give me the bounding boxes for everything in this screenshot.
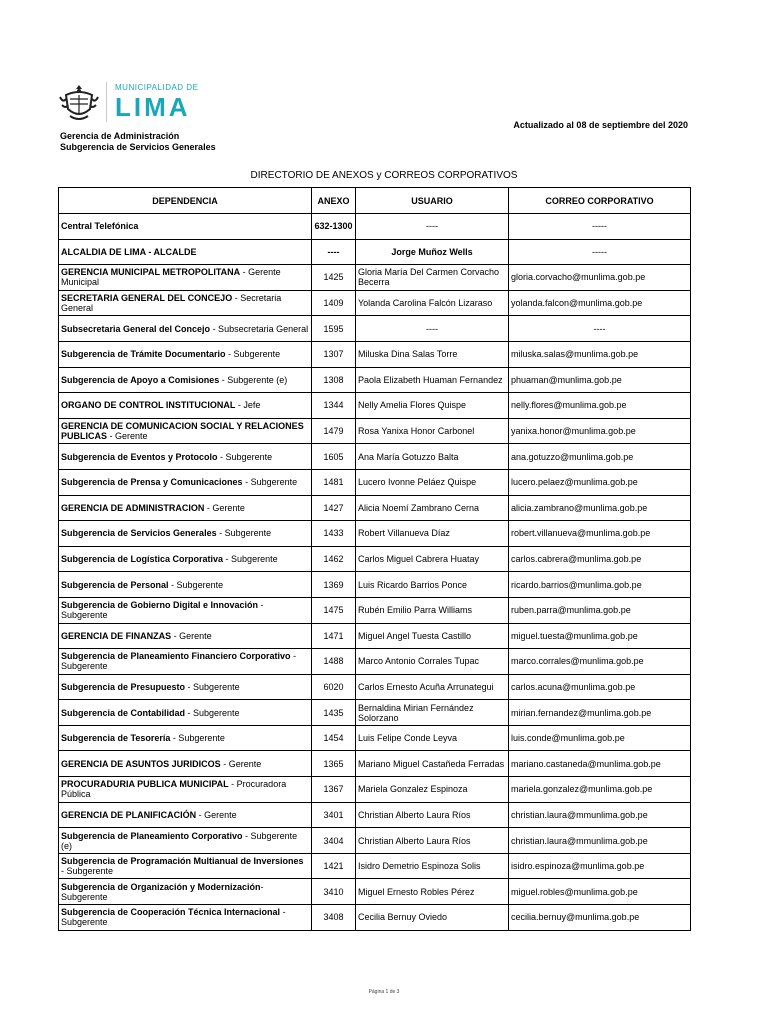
dependencia-name: Subgerencia de Trámite Documentario (61, 349, 226, 360)
anexo-cell: 1595 (312, 316, 356, 342)
anexo-cell: 3401 (312, 802, 356, 828)
dependencia-name: Subgerencia de Contabilidad (61, 707, 186, 718)
table-row (59, 674, 691, 700)
dependencia-role: - Gerente (204, 502, 245, 513)
usuario-cell: Bernaldina Mirian Fernández Solorzano (356, 700, 509, 726)
dependencia-cell (59, 546, 312, 572)
dependencia-cell (59, 725, 312, 751)
header-correo: CORREO CORPORATIVO (509, 188, 691, 214)
anexo-cell: 1344 (312, 393, 356, 419)
dependencia-name: Subgerencia de Planeamiento Financiero Corporativo (61, 651, 291, 662)
dependencia-cell (59, 828, 312, 854)
dependencia-role: - Subgerente (223, 554, 278, 565)
dependencia-cell (59, 521, 312, 547)
dependencia-cell (59, 469, 312, 495)
correo-cell[interactable]: cecilia.bernuy@munlima.gob.pe (509, 905, 691, 931)
dependencia-role: - Subgerente (e) (219, 374, 288, 385)
correo-cell[interactable]: luis.conde@munlima.gob.pe (509, 725, 691, 751)
dependencia-cell (59, 802, 312, 828)
correo-cell[interactable]: christian.laura@mmunlima.gob.pe (509, 802, 691, 828)
dependencia-role: - Subgerente (61, 881, 264, 902)
correo-cell[interactable]: marco.corrales@munlima.gob.pe (509, 649, 691, 675)
dependencia-role: - Subgerente (61, 651, 297, 672)
anexo-cell: 1308 (312, 367, 356, 393)
table-row (59, 879, 691, 905)
table-row (59, 777, 691, 803)
dependencia-name: ALCALDIA DE LIMA - ALCALDE (61, 246, 197, 257)
usuario-cell: Christian Alberto Laura Ríos (356, 802, 509, 828)
table-row (59, 597, 691, 623)
table-row (59, 700, 691, 726)
usuario-cell: Yolanda Carolina Falcón Lizaraso (356, 290, 509, 316)
dependencia-role: - Procuradora Pública (61, 779, 287, 800)
table-row (59, 905, 691, 931)
anexo-cell: 3410 (312, 879, 356, 905)
dependencia-name: Subgerencia de Gobierno Digital e Innovación (61, 600, 259, 611)
table-row (59, 546, 691, 572)
table-row (59, 853, 691, 879)
coat-of-arms-icon (58, 81, 100, 123)
usuario-cell: Rubén Emilio Parra Williams (356, 597, 509, 623)
correo-cell[interactable]: mirian.fernandez@munlima.gob.pe (509, 700, 691, 726)
correo-cell[interactable]: yanixa.honor@munlima.gob.pe (509, 418, 691, 444)
dependencia-name: Subgerencia de Presupuesto (61, 681, 186, 692)
anexo-cell: 1427 (312, 495, 356, 521)
logo-divider (106, 82, 107, 122)
table-row (59, 418, 691, 444)
anexo-cell: 3404 (312, 828, 356, 854)
dependencia-cell (59, 341, 312, 367)
anexo-cell: 1488 (312, 649, 356, 675)
anexo-cell: 1481 (312, 469, 356, 495)
dependencia-cell (59, 239, 312, 265)
table-row (59, 393, 691, 419)
correo-cell[interactable]: carlos.acuna@munlima.gob.pe (509, 674, 691, 700)
dependencia-name: PROCURADURIA PUBLICA MUNICIPAL (61, 779, 229, 790)
usuario-cell: Carlos Ernesto Acuña Arrunategui (356, 674, 509, 700)
dependencia-role: - Subgerente (61, 600, 264, 621)
dependencia-name: Subgerencia de Cooperación Técnica Internacional (61, 907, 281, 918)
usuario-cell: Gloria María Del Carmen Corvacho Becerra (356, 265, 509, 291)
correo-cell[interactable]: mariela.gonzalez@munlima.gob.pe (509, 777, 691, 803)
dependencia-name: GERENCIA DE PLANIFICACIÓN (61, 809, 197, 820)
dependencia-name: Subsecretaria General del Concejo (61, 323, 211, 334)
table-row (59, 265, 691, 291)
anexo-cell: ---- (312, 239, 356, 265)
usuario-cell: Luis Felipe Conde Leyva (356, 725, 509, 751)
dependencia-name: Subgerencia de Prensa y Comunicaciones (61, 477, 243, 488)
correo-cell[interactable]: mariano.castaneda@munlima.gob.pe (509, 751, 691, 777)
updated-date: Actualizado al 08 de septiembre del 2020 (513, 120, 688, 130)
dependencia-cell (59, 700, 312, 726)
dependencia-name: Subgerencia de Programación Multianual de Inversiones (61, 856, 304, 867)
dependencia-name: Subgerencia de Planeamiento Corporativo (61, 830, 243, 841)
usuario-cell: Alicia Noemí Zambrano Cerna (356, 495, 509, 521)
dependencia-role: - Subgerente (170, 733, 225, 744)
anexo-cell: 1605 (312, 444, 356, 470)
dependencia-role: - Gerente (107, 431, 148, 442)
usuario-cell: ---- (356, 316, 509, 342)
dependencia-role: - Subgerente (185, 681, 240, 692)
anexo-cell: 1435 (312, 700, 356, 726)
dependencia-name: Subgerencia de Organización y Modernización (61, 881, 261, 892)
usuario-cell: Robert Villanueva Díaz (356, 521, 509, 547)
usuario-cell: Jorge Muñoz Wells (356, 239, 509, 265)
table-row (59, 649, 691, 675)
table-row (59, 572, 691, 598)
anexo-cell: 632-1300 (312, 214, 356, 240)
table-row (59, 802, 691, 828)
table-row (59, 444, 691, 470)
dependencia-name: GERENCIA DE COMUNICACION SOCIAL Y RELACIONES PUBLICAS (61, 421, 304, 442)
logo (58, 80, 198, 124)
correo-cell[interactable]: phuaman@munlima.gob.pe (509, 367, 691, 393)
anexo-cell: 3408 (312, 905, 356, 931)
anexo-cell: 1462 (312, 546, 356, 572)
usuario-cell: Miluska Dina Salas Torre (356, 341, 509, 367)
table-row (59, 290, 691, 316)
usuario-cell: Ana María Gotuzzo Balta (356, 444, 509, 470)
anexo-cell: 1307 (312, 341, 356, 367)
dependencia-role: - Jefe (235, 400, 261, 411)
usuario-cell: Luis Ricardo Barrios Ponce (356, 572, 509, 598)
correo-cell[interactable]: nelly.flores@munlima.gob.pe (509, 393, 691, 419)
dependencia-name: Subgerencia de Eventos y Protocolo (61, 451, 218, 462)
dependencia-name: Subgerencia de Apoyo a Comisiones (61, 374, 220, 385)
logo-wordmark (115, 84, 198, 120)
usuario-cell: Paola Elizabeth Huaman Fernandez (356, 367, 509, 393)
dependencia-cell (59, 393, 312, 419)
usuario-cell: Rosa Yanixa Honor Carbonel (356, 418, 509, 444)
dependencia-role: - Subgerente (225, 349, 281, 360)
dependencia-name: Central Telefónica (61, 221, 139, 232)
table-row (59, 751, 691, 777)
correo-cell[interactable]: lucero.pelaez@munlima.gob.pe (509, 469, 691, 495)
dependencia-role: - Gerente (196, 809, 237, 820)
dependencia-role: - Subgerente (185, 707, 240, 718)
org-line-1: Gerencia de Administración (60, 131, 180, 141)
correo-cell[interactable]: ricardo.barrios@munlima.gob.pe (509, 572, 691, 598)
dependencia-cell (59, 495, 312, 521)
correo-cell[interactable]: miguel.tuesta@munlima.gob.pe (509, 623, 691, 649)
anexo-cell: 1369 (312, 572, 356, 598)
table-row (59, 239, 691, 265)
correo-cell[interactable]: ruben.parra@munlima.gob.pe (509, 597, 691, 623)
logo-small-text: MUNICIPALIDAD DE (115, 83, 199, 92)
dependencia-role: - Subgerente (61, 866, 114, 877)
correo-cell: ----- (509, 239, 691, 265)
dependencia-cell (59, 214, 312, 240)
dependencia-cell (59, 751, 312, 777)
anexo-cell: 6020 (312, 674, 356, 700)
document-title: DIRECTORIO DE ANEXOS y CORREOS CORPORATIVOS (250, 170, 518, 181)
correo-cell[interactable]: yolanda.falcon@munlima.gob.pe (509, 290, 691, 316)
header-dependencia: DEPENDENCIA (59, 188, 312, 214)
dependencia-role: - Subgerente (e) (61, 830, 298, 851)
dependencia-cell (59, 572, 312, 598)
header-anexo: ANEXO (312, 188, 356, 214)
dependencia-cell (59, 316, 312, 342)
dependencia-name: GERENCIA DE ADMINISTRACION (61, 502, 205, 513)
dependencia-cell (59, 879, 312, 905)
usuario-cell: ---- (356, 214, 509, 240)
dependencia-name: Subgerencia de Servicios Generales (61, 528, 217, 539)
anexo-cell: 1471 (312, 623, 356, 649)
correo-cell: ---- (509, 316, 691, 342)
usuario-cell: Isidro Demetrio Espinoza Solis (356, 853, 509, 879)
dependencia-name: Subgerencia de Personal (61, 579, 169, 590)
header-usuario: USUARIO (356, 188, 509, 214)
usuario-cell: Mariela Gonzalez Espinoza (356, 777, 509, 803)
org-block (60, 131, 216, 153)
usuario-cell: Nelly Amelia Flores Quispe (356, 393, 509, 419)
anexo-cell: 1425 (312, 265, 356, 291)
table-row (59, 316, 691, 342)
dependencia-cell (59, 853, 312, 879)
anexo-cell: 1433 (312, 521, 356, 547)
anexo-cell: 1479 (312, 418, 356, 444)
table-row (59, 469, 691, 495)
dependencia-role: - Subgerente (242, 477, 298, 488)
usuario-cell: Lucero Ivonne Peláez Quispe (356, 469, 509, 495)
correo-cell[interactable]: miguel.robles@munlima.gob.pe (509, 879, 691, 905)
dependencia-name: GERENCIA MUNICIPAL METROPOLITANA (61, 267, 241, 278)
correo-cell[interactable]: isidro.espinoza@munlima.gob.pe (509, 853, 691, 879)
table-row (59, 725, 691, 751)
dependencia-cell (59, 444, 312, 470)
dependencia-role: - Subgerente (216, 528, 272, 539)
dependencia-name: Subgerencia de Logística Corporativa (61, 554, 224, 565)
table-row (59, 495, 691, 521)
table-row (59, 214, 691, 240)
table-header-row (59, 188, 691, 214)
dependencia-role: - Subgerente (168, 579, 224, 590)
correo-cell[interactable]: alicia.zambrano@munlima.gob.pe (509, 495, 691, 521)
dependencia-cell (59, 649, 312, 675)
dependencia-name: GERENCIA DE FINANZAS (61, 630, 172, 641)
dependencia-role: - Gerente (220, 758, 262, 769)
correo-cell: ----- (509, 214, 691, 240)
correo-cell[interactable]: christian.laura@mmunlima.gob.pe (509, 828, 691, 854)
dependencia-cell (59, 623, 312, 649)
usuario-cell: Marco Antonio Corrales Tupac (356, 649, 509, 675)
anexo-cell: 1421 (312, 853, 356, 879)
anexo-cell: 1365 (312, 751, 356, 777)
logo-big-text: LIMA (115, 92, 191, 122)
anexo-cell: 1409 (312, 290, 356, 316)
dependencia-cell (59, 777, 312, 803)
usuario-cell: Mariano Miguel Castañeda Ferradas (356, 751, 509, 777)
correo-cell[interactable]: ana.gotuzzo@munlima.gob.pe (509, 444, 691, 470)
dependencia-name: SECRETARIA GENERAL DEL CONCEJO (61, 293, 233, 304)
table-row (59, 367, 691, 393)
dependencia-role: - Subgerente (217, 451, 273, 462)
dependencia-cell (59, 265, 312, 291)
usuario-cell: Christian Alberto Laura Ríos (356, 828, 509, 854)
dependencia-role: - Secretaria General (61, 293, 282, 314)
dependencia-cell (59, 367, 312, 393)
org-line-2: Subgerencia de Servicios Generales (60, 142, 216, 152)
dependencia-role: - Gerente (171, 630, 212, 641)
correo-cell[interactable]: miluska.salas@munlima.gob.pe (509, 341, 691, 367)
dependencia-name: GERENCIA DE ASUNTOS JURIDICOS (61, 758, 221, 769)
table-row (59, 623, 691, 649)
page-footer: Página 1 de 3 (368, 989, 400, 995)
correo-cell[interactable]: carlos.cabrera@munlima.gob.pe (509, 546, 691, 572)
dependencia-role: - Subgerente (61, 907, 286, 928)
table-row (59, 341, 691, 367)
dependencia-name: ORGANO DE CONTROL INSTITUCIONAL (61, 400, 236, 411)
usuario-cell: Miguel Ernesto Robles Pérez (356, 879, 509, 905)
usuario-cell: Miguel Angel Tuesta Castillo (356, 623, 509, 649)
anexo-cell: 1454 (312, 725, 356, 751)
table-row (59, 828, 691, 854)
dependencia-cell (59, 418, 312, 444)
dependencia-name: Subgerencia de Tesorería (61, 733, 171, 744)
correo-cell[interactable]: robert.villanueva@munlima.gob.pe (509, 521, 691, 547)
dependencia-cell (59, 597, 312, 623)
dependencia-role: - Gerente Municipal (61, 267, 281, 288)
anexo-cell: 1367 (312, 777, 356, 803)
dependencia-cell (59, 290, 312, 316)
usuario-cell: Carlos Miguel Cabrera Huatay (356, 546, 509, 572)
correo-cell[interactable]: gloria.corvacho@munlima.gob.pe (509, 265, 691, 291)
dependencia-cell (59, 905, 312, 931)
usuario-cell: Cecilia Bernuy Oviedo (356, 905, 509, 931)
directory-table (58, 187, 691, 931)
dependencia-cell (59, 674, 312, 700)
table-row (59, 521, 691, 547)
dependencia-role: - Subsecretaria General (210, 323, 309, 334)
anexo-cell: 1475 (312, 597, 356, 623)
